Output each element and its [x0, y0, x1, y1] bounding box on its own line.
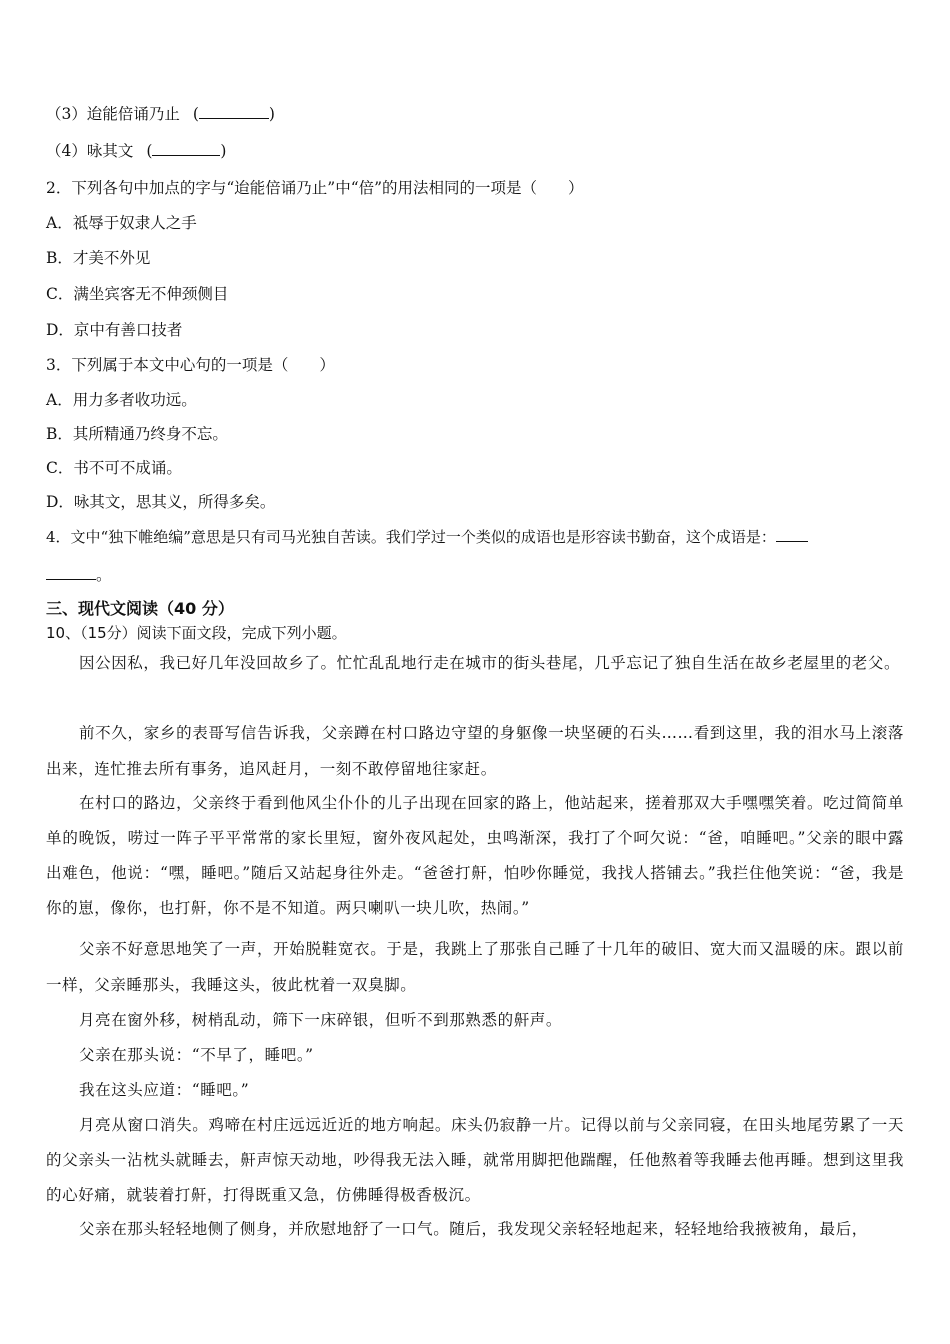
q1-item3-label: （3）迨能倍诵乃止	[46, 105, 180, 123]
section-heading: 三、现代文阅读（40 分）	[46, 599, 234, 618]
q4-answer-blank-start[interactable]	[776, 527, 808, 542]
q2-option-c[interactable]: C．满坐宾客无不伸颈侧目	[46, 285, 229, 303]
q2-option-b[interactable]: B．才美不外见	[46, 249, 151, 267]
q1-item4-open: (	[146, 142, 153, 160]
q1-item4	[46, 139, 226, 161]
passage-paragraph-5: 月亮在窗外移，树梢乱动，筛下一床碎银，但听不到那熟悉的鼾声。	[79, 1011, 563, 1029]
q1-item3	[46, 102, 275, 124]
q1-item4-label: （4）咏其文	[46, 142, 134, 160]
q4-stem	[46, 526, 808, 547]
passage-paragraph-7: 我在这头应道：“睡吧。”	[79, 1081, 250, 1099]
q1-item4-answer-blank[interactable]	[152, 141, 220, 156]
q1-item3-close: )	[268, 105, 275, 123]
passage-paragraph-8: 月亮从窗口消失。鸡啼在村庄远远近近的地方响起。床头仍寂静一片。记得以前与父亲同寝，在田头地尾劳累了一天的父亲头一沾枕头就睡去，鼾声惊天动地，吵得我无法入睡，就常用脚把他踹醒，任他熬着等我睡去他再睡。想到这里我的心好痛，就装着打鼾，打得既重又急，仿佛睡得极香极沉。	[46, 1116, 904, 1204]
q2-option-d[interactable]: D．京中有善口技者	[46, 321, 183, 339]
q4-stem-continued	[46, 563, 112, 585]
passage-paragraph-1: 因公因私，我已好几年没回故乡了。忙忙乱乱地行走在城市的街头巷尾，几乎忘记了独自生活在故乡老屋里的老父。	[79, 654, 901, 672]
q4-stem-text: 4．文中“独下帷绝编”意思是只有司马光独自苦读。我们学过一个类似的成语也是形容读书勤奋，这个成语是：	[46, 528, 776, 546]
q2-option-a[interactable]: A．祗辱于奴隶人之手	[46, 214, 197, 232]
q1-item3-open: (	[192, 105, 199, 123]
passage-paragraph-4: 父亲不好意思地笑了一声，开始脱鞋宽衣。于是，我跳上了那张自己睡了十几年的破旧、宽大而又温暖的床。跟以前一样，父亲睡那头，我睡这头，彼此枕着一双臭脚。	[46, 940, 904, 994]
q1-item4-close: )	[220, 142, 227, 160]
passage-paragraph-2: 前不久，家乡的表哥写信告诉我，父亲蹲在村口路边守望的身躯像一块坚硬的石头……看到这里，我的泪水马上滚落出来，连忙推去所有事务，追风赶月，一刻不敢停留地往家赶。	[46, 724, 904, 778]
q4-end-mark: 。	[96, 566, 112, 584]
q10-intro: 10、（15分）阅读下面文段，完成下列小题。	[46, 624, 347, 642]
q3-stem: 3．下列属于本文中心句的一项是（ ）	[46, 356, 335, 374]
q3-option-c[interactable]: C．书不可不成诵。	[46, 459, 182, 477]
passage-paragraph-6: 父亲在那头说：“不早了，睡吧。”	[79, 1046, 314, 1064]
q3-option-b[interactable]: B．其所精通乃终身不忘。	[46, 425, 228, 443]
q4-answer-blank-end[interactable]	[46, 565, 96, 580]
q2-stem: 2．下列各句中加点的字与“迨能倍诵乃止”中“倍”的用法相同的一项是（ ）	[46, 179, 584, 197]
q1-item3-answer-blank[interactable]	[199, 104, 269, 119]
passage-paragraph-9: 父亲在那头轻轻地侧了侧身，并欣慰地舒了一口气。随后，我发现父亲轻轻地起来，轻轻地给我掖被角，最后，	[79, 1220, 868, 1238]
q3-option-d[interactable]: D．咏其文，思其义，所得多矣。	[46, 493, 276, 511]
q3-option-a[interactable]: A．用力多者收功远。	[46, 391, 197, 409]
passage-paragraph-3: 在村口的路边，父亲终于看到他风尘仆仆的儿子出现在回家的路上，他站起来，搓着那双大手嘿嘿笑着。吃过简简单单的晚饭，唠过一阵子平平常常的家长里短，窗外夜风起处，虫鸣渐深，我打了个呵欠说：“爸，咱睡吧。”父亲的眼中露出难色，他说：“嘿，睡吧。”随后又站起身往外走。“爸爸打鼾，怕吵你睡觉，我找人搭铺去。”我拦住他笑说：“爸，我是你的崽，像你，也打鼾，你不是不知道。两只喇叭一块儿吹，热闹。”	[46, 794, 904, 917]
